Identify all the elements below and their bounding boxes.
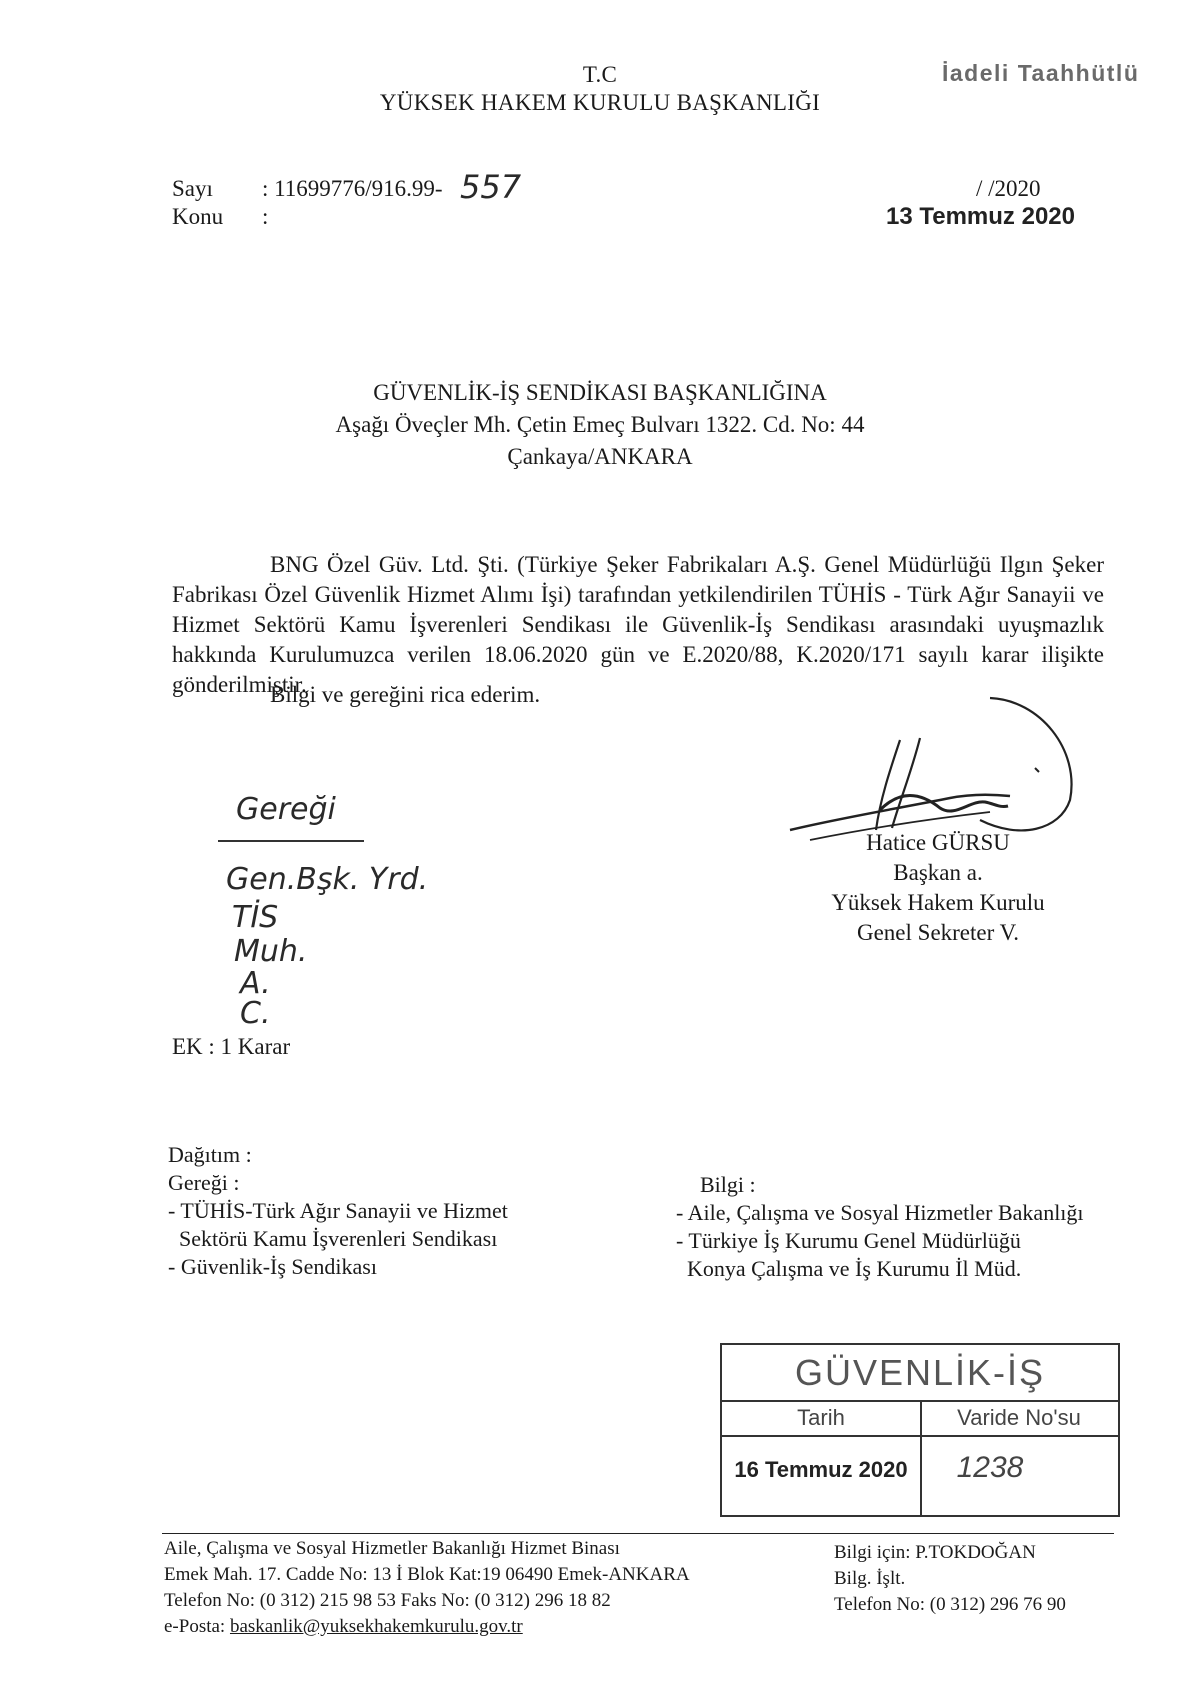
header-institution: YÜKSEK HAKEM KURULU BAŞKANLIĞI	[379, 90, 821, 115]
footer-email-row	[164, 1614, 523, 1640]
footer-address-1: Aile, Çalışma ve Sosyal Hizmetler Bakanlığı Hizmet Binası	[164, 1538, 620, 1559]
handwritten-heading: Gereği	[236, 792, 336, 827]
sayi-label: Sayı	[172, 176, 213, 201]
footer-contact-2: Bilg. İşlt.	[834, 1568, 906, 1589]
body-paragraph: BNG Özel Güv. Ltd. Şti. (Türkiye Şeker Fabrikaları A.Ş. Genel Müdürlüğü Ilgın Şeker Fabrikası Özel Güvenlik Hizmet Alımı İşi) tarafından yetkilendirilen TÜHİS - Türk Ağır Sanayii ve Hizmet Sektörü Kamu İşverenleri Sendikası ile Güvenlik-İş Sendikası arasındaki uyuşmazlık hakkında Kurulumuzca verilen 18.06.2020 gün ve E.2020/88, K.2020/171 sayılı karar ilişikte gönderilmiştir.	[172, 552, 1104, 697]
signatory-name: Hatice GÜRSU	[866, 830, 1010, 855]
handwritten-line1: Gen.Bşk. Yrd.	[226, 862, 429, 897]
date-stamp: 13 Temmuz 2020	[886, 203, 1075, 230]
footer-contact-1: Bilgi için: P.TOKDOĞAN	[834, 1542, 1036, 1563]
handwritten-line4: A.	[240, 966, 271, 1001]
gereği-item-3: - Güvenlik-İş Sendikası	[168, 1254, 377, 1279]
sayi-handwritten: 557	[460, 168, 522, 206]
footer-email-link[interactable]: baskanlik@yuksekhakemkurulu.gov.tr	[229, 1616, 523, 1637]
footer-contact-phone: Telefon No: (0 312) 296 76 90	[834, 1594, 1066, 1615]
signatory-title3: Genel Sekreter V.	[856, 920, 1020, 945]
date-printed: / /2020	[976, 176, 1041, 201]
recipient-name: GÜVENLİK-İŞ SENDİKASI BAŞKANLIĞINA	[373, 380, 827, 405]
bilgi-item-3: Konya Çalışma ve İş Kurumu İl Müd.	[676, 1256, 1022, 1281]
konu-label: Konu	[172, 204, 224, 229]
signatory-title2: Yüksek Hakem Kurulu	[831, 890, 1045, 915]
footer-address-2: Emek Mah. 17. Cadde No: 13 İ Blok Kat:19 06490 Emek-ANKARA	[164, 1564, 690, 1585]
body-closing: Bilgi ve gereğini rica ederim.	[270, 682, 541, 707]
handwritten-line2: TİS	[232, 900, 279, 935]
attachment: EK : 1 Karar	[172, 1034, 291, 1059]
gereği-item-2: Sektörü Kamu İşverenleri Sendikası	[168, 1226, 498, 1251]
bilgi-item-1: - Aile, Çalışma ve Sosyal Hizmetler Bakanlığı	[676, 1200, 1084, 1225]
handwritten-line3: Muh.	[234, 934, 308, 969]
sayi-value: : 11699776/916.99-	[262, 176, 443, 201]
footer-divider	[162, 1533, 1114, 1534]
konu-value: :	[262, 204, 269, 229]
handwritten-underline	[218, 840, 364, 842]
gereği-item-1: - TÜHİS-Türk Ağır Sanayii ve Hizmet	[168, 1198, 508, 1223]
stamp-date-value: 16 Temmuz 2020	[734, 1457, 908, 1482]
footer-phone: Telefon No: (0 312) 215 98 53 Faks No: (0 312) 296 18 82	[164, 1590, 611, 1611]
bilgi-label: Bilgi :	[700, 1172, 756, 1197]
bilgi-item-2: - Türkiye İş Kurumu Genel Müdürlüğü	[676, 1228, 1021, 1253]
received-stamp-title: GÜVENLİK-İŞ	[794, 1352, 1046, 1393]
header-country: T.C	[582, 62, 618, 87]
handwritten-line5: C.	[240, 996, 271, 1031]
gereği-label: Gereği :	[168, 1170, 240, 1195]
stamp-date-header: Tarih	[797, 1405, 845, 1430]
received-stamp	[720, 1343, 1120, 1517]
footer-email-label: e-Posta:	[164, 1616, 226, 1637]
recipient-city: Çankaya/ANKARA	[507, 444, 693, 469]
registered-mail-stamp: İadeli Taahhütlü	[942, 60, 1140, 86]
distribution-label: Dağıtım :	[168, 1142, 252, 1167]
recipient-address: Aşağı Öveçler Mh. Çetin Emeç Bulvarı 1322. Cd. No: 44	[335, 412, 865, 437]
stamp-number-header: Varide No'su	[957, 1405, 1081, 1430]
stamp-number-value: 1238	[956, 1451, 1024, 1484]
signatory-title1: Başkan a.	[893, 860, 983, 885]
